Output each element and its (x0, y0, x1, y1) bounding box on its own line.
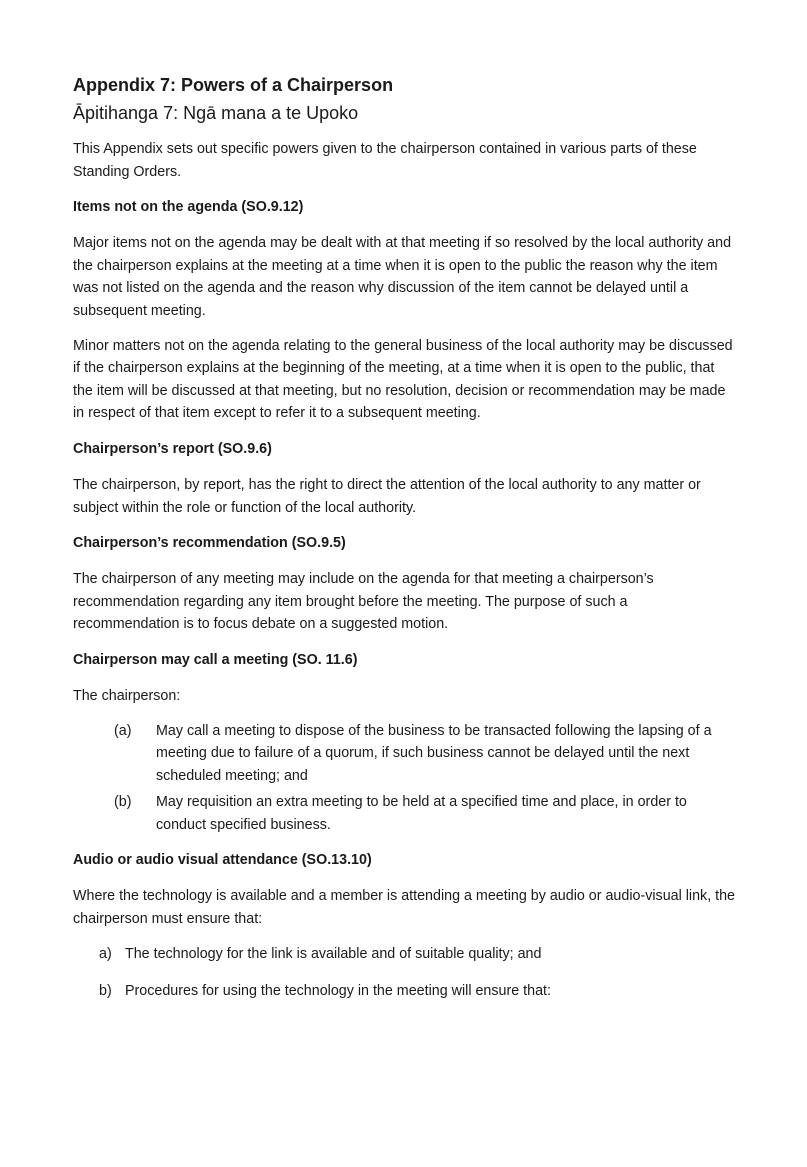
list-item-text: The technology for the link is available and of suitable quality; and (125, 945, 542, 962)
call-meeting-lead: The chairperson: (73, 687, 181, 704)
list-item (114, 791, 737, 836)
list-marker: b) (99, 983, 112, 1000)
page-title: Appendix 7: Powers of a Chairperson (73, 75, 394, 95)
audio-visual-list (99, 943, 737, 1003)
list-item-text: May requisition an extra meeting to be held at a specified time and place, in order to conduct specified business. (156, 794, 687, 833)
list-item (114, 720, 737, 788)
section-heading-audio-visual: Audio or audio visual attendance (SO.13.10) (73, 852, 372, 869)
chairpersons-report-paragraph: The chairperson, by report, has the right to direct the attention of the local authority to any matter or subject within the role or function of the local authority. (73, 476, 701, 516)
section-heading-chairpersons-recommendation: Chairperson’s recommendation (SO.9.5) (73, 535, 346, 552)
list-item (99, 980, 737, 1003)
chairpersons-recommendation-paragraph: The chairperson of any meeting may include on the agenda for that meeting a chairperson’s recommendation regarding any item brought before the meeting. The purpose of such a recommendation is to focus debate on a suggested motion. (73, 571, 654, 633)
section-heading-chairpersons-report: Chairperson’s report (SO.9.6) (73, 440, 272, 457)
audio-visual-lead: Where the technology is available and a member is attending a meeting by audio or audio-visual link, the chairperson must ensure that: (73, 888, 736, 928)
list-marker: (a) (114, 722, 132, 739)
list-marker: a) (99, 945, 112, 962)
items-not-on-agenda-paragraph-2: Minor matters not on the agenda relating to the general business of the local authority may be discussed if the chairperson explains at the beginning of the meeting, at a time when it is open to the public, that the item will be discussed at that meeting, but no resolution, decision or recommendation may be made in respect of that item except to refer it to a subsequent meeting. (73, 337, 733, 422)
list-item-text: Procedures for using the technology in the meeting will ensure that: (125, 983, 551, 1000)
items-not-on-agenda-paragraph-1: Major items not on the agenda may be dealt with at that meeting if so resolved by the local authority and the chairperson explains at the meeting at a time when it is open to the public the reason why the item was not listed on the agenda and the reason why discussion of the item cannot be delayed until a subsequent meeting. (73, 235, 732, 319)
list-marker: (b) (114, 794, 132, 811)
section-heading-call-meeting: Chairperson may call a meeting (SO. 11.6) (73, 651, 358, 668)
intro-paragraph: This Appendix sets out specific powers given to the chairperson contained in various parts of these Standing Orders. (73, 141, 697, 180)
page-subtitle: Āpitihanga 7: Ngā mana a te Upoko (73, 103, 359, 123)
list-item-text: May call a meeting to dispose of the business to be transacted following the lapsing of a meeting due to failure of a quorum, if such business cannot be delayed until the next scheduled meeting; and (156, 722, 712, 784)
list-item (99, 943, 737, 966)
section-heading-items-not-on-agenda: Items not on the agenda (SO.9.12) (73, 199, 304, 216)
call-meeting-list (114, 720, 737, 837)
document-page (73, 72, 737, 1003)
